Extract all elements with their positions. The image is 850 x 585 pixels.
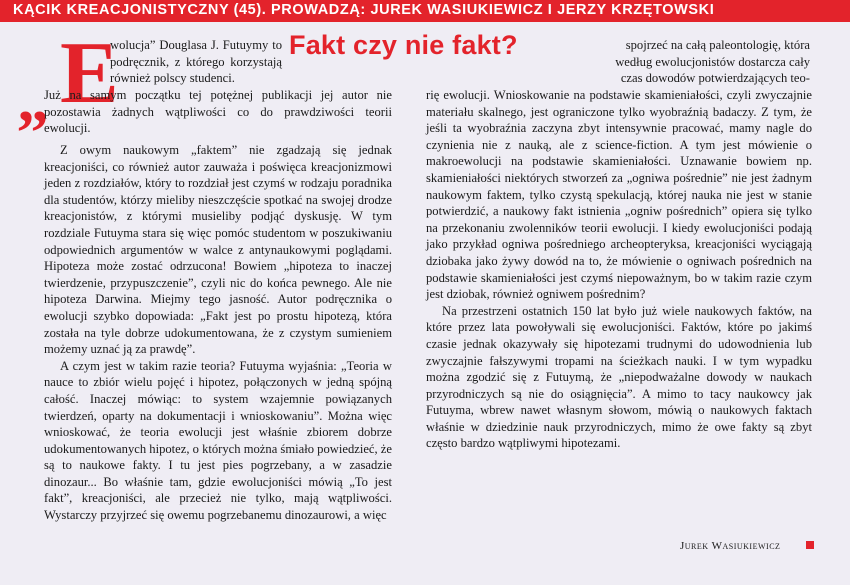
header-bar: [0, 0, 850, 22]
left-column: [44, 142, 392, 524]
intro-lines: wolucja” Douglasa J. Futuymy to podręcznik, z którego korzystają również polscy studenci.: [110, 38, 282, 86]
paragraph: A czym jest w takim razie teoria? Futuyma wyjaśnia: „Teoria w nauce to zbiór wielu pojęć i hipotez, połączonych w jedną spójną całość. Inaczej mówiąc: to system wzajemnie powiązanych twierdzeń, oparty na dokumentacji i wnioskowaniu”. Można więc wnioskować, że teoria ewolucji jest właśnie zbiorem dobrze udokumentowanych hipotez, o których można śmiało powiedzieć, że są to naukowe fakty. I tu jest pies pogrzebany, a w zasadzie dinozaur... Bo właśnie tam, gdzie ewolucjoniści mówią „To jest fakt”, kreacjoniści, ale przecież nie tylko, mają wątpliwości. Wystarczy przyjrzeć się owemu pogrzebanemu dinozaurowi, a więc: [44, 358, 392, 523]
right-intro: spojrzeć na całą paleontologię, która według ewolucjonistów dostarcza cały czas dowodów potwierdzających teo-: [615, 38, 810, 86]
intro-continued-text: [44, 87, 392, 137]
end-mark-icon: [806, 541, 814, 549]
intro-text: [110, 37, 282, 87]
paragraph: rię ewolucji. Wnioskowanie na podstawie skamieniałości, czyli zwyczajnie materiału skalnego, jest ograniczone tylko wyobraźnią badaczy. Z tym, że jeśli ta wyobraźnia zaczyna zbyt intensywnie pracować, mamy nagle do czynienia nie z nauką, ale z science-fiction. A tym jest mówienie o makroewolucji na podstawie skamieniałości. Uznawanie bowiem np. skamieniałości niektórych stworzeń za „ogniwa pośrednie” nie jest żadnym naukowym faktem, tylko czystą spekulacją, której nauka nie jest w stanie potwierdzić, a naukowy fakt istnienia „ogniw pośrednich” opiera się tylko na przekonaniu zwolenników teorii ewolucji. I kiedy ewolucjoniści podają jako przykład ogniwa pośredniego archeopteryksa, kreacjoniści wyciągają dziobaka jako żywy dowód na to, że mówienie o ogniwach pośrednich na podstawie skamieniałości jest czymś niepoważnym, bo w takim razie czym jest dziobak, również ogniwem pośrednim?: [426, 88, 812, 302]
paragraph: Z owym naukowym „faktem” nie zgadzają się jednak kreacjoniści, co również autor zauważa i poświęca kreacjonizmowi jeden z rozdziałów, który to rozdział jest czymś w rodzaju poradnika dla studentów, którzy mieliby nieszczęście spotkać na swojej drodze kreacjonistów, z którymi musieliby podjąć dyskusję. W tym rozdziale Futuyma stara się więc pomóc studentom w poszukiwaniu odpowiednich argumentów w walce z antynaukowymi poglądami. Hipoteza może zostać odrzucona! Bowiem „hipoteza to inaczej twierdzenie, przypuszczenie”, czyli nic do końca pewnego. Ale nie hipoteza Darwina. Miejmy tego jasność. Autor podręcznika o ewolucji szybko dopowiada: „Fakt jest po prostu hipotezą, która została na tyle dobrze udokumentowana, że z czystym sumieniem możemy uznać ją za prawdę”.: [44, 143, 392, 357]
column-header-title: KĄCIK KREACJONISTYCZNY (45). PROWADZĄ: JUREK WASIUKIEWICZ I JERZY KRZĘTOWSKI: [13, 2, 715, 18]
article-title: Fakt czy nie fakt?: [289, 30, 518, 60]
author-signature: Jurek Wasiukiewicz: [680, 540, 781, 552]
paragraph: Na przestrzeni ostatnich 150 lat było już wiele naukowych faktów, na które przez lata powoływali się ewolucjoniści. Faktów, które po jakimś czasie jednak okazywały się hipotezami trudnymi do udowodnienia lub zwyczajnie fałszywymi tropami na ścieżkach nauki. I w tym wypadku można zgodzić się z Futuymą, że „niepodważalne dowody w naukach przyrodniczych są nie do osiągnięcia”. A mimo to tacy naukowcy jak Futuyma, wbrew nawet własnym słowom, mówią o naukowych faktach właśnie w dziedzinie nauk przyrodniczych, mimo że owe fakty są zbyt często bardzo wątpliwymi hipotezami.: [426, 303, 812, 451]
drop-cap-letter: E: [60, 25, 119, 122]
right-column-top: [600, 37, 810, 87]
intro-continued: Już na samym początku tej potężnej publikacji jej autor nie pozostawia żadnych wątpliwości co do prawdziwości teorii ewolucji.: [44, 88, 392, 136]
right-column: [426, 87, 812, 452]
opening-quote-mark: „: [17, 64, 49, 135]
